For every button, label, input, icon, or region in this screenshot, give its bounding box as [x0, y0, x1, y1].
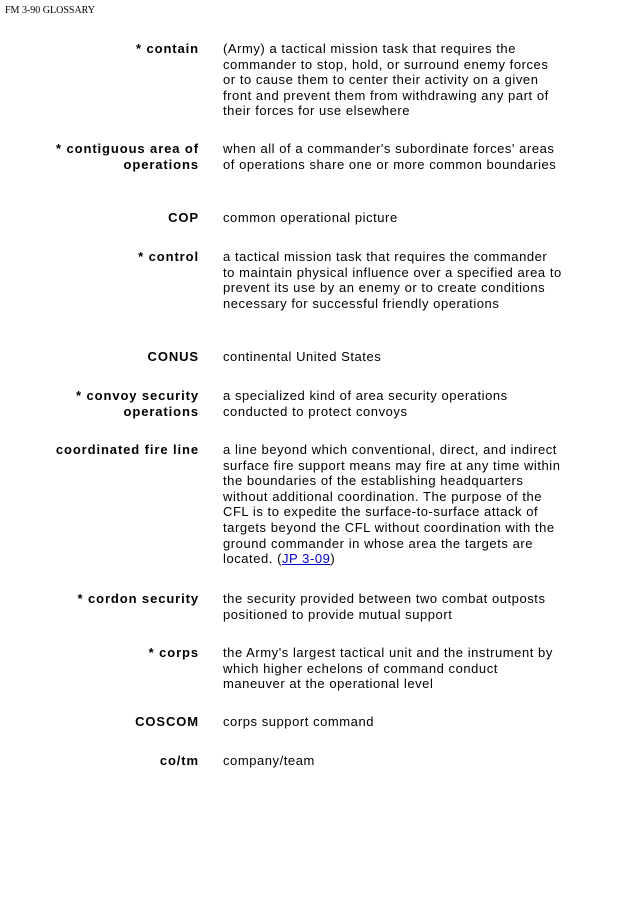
- glossary-term: [0, 645, 199, 661]
- glossary-term: [0, 349, 199, 365]
- glossary-definition: continental United States: [223, 349, 382, 364]
- glossary-term: [0, 141, 199, 172]
- term-line: COSCOM: [135, 714, 199, 729]
- glossary-term: [0, 442, 199, 458]
- glossary-term: [0, 591, 199, 607]
- glossary-term: [0, 753, 199, 769]
- reference-link-jp-3-09[interactable]: JP 3-09: [281, 551, 331, 567]
- term-line: * contiguous area of: [56, 141, 199, 156]
- glossary-definition: the security provided between two combat outposts positioned to provide mutual support: [223, 591, 546, 622]
- glossary-definition: a tactical mission task that requires the commander to maintain physical influence over a specified area to prevent its use by an enemy or to create conditions necessary for successful friendly operations: [223, 249, 562, 311]
- definition-text-end: ): [330, 551, 336, 567]
- glossary-term: [0, 714, 199, 730]
- term-line: CONUS: [147, 349, 199, 364]
- term-line: * cordon security: [77, 591, 199, 606]
- running-header: FM 3-90 GLOSSARY: [5, 5, 96, 16]
- glossary-definition: company/team: [223, 753, 315, 768]
- glossary-definition: common operational picture: [223, 210, 398, 225]
- definition-text: a line beyond which conventional, direct, and indirect surface fire support means may fire at any time within the boundaries of the establishing headquarters without additional coordination. The purpose of the CFL is to expedite the surface-to-surface attack of targets beyond the CFL without coordination with the ground commander in whose area the targets are located. (: [223, 442, 561, 567]
- term-line: operations: [123, 403, 199, 419]
- term-line: * contain: [136, 41, 199, 56]
- glossary-term: [0, 388, 199, 419]
- glossary-term: [0, 210, 199, 226]
- glossary-term: [0, 249, 199, 265]
- term-line: coordinated fire line: [55, 442, 199, 457]
- glossary-definition: [223, 442, 563, 567]
- glossary-definition: the Army's largest tactical unit and the instrument by which higher echelons of command conduct maneuver at the operational level: [223, 645, 553, 692]
- glossary-term: [0, 41, 199, 57]
- glossary-definition: corps support command: [223, 714, 375, 729]
- term-line: * control: [138, 249, 199, 264]
- term-line: * convoy security: [76, 388, 199, 403]
- glossary-definition: when all of a commander's subordinate forces' areas of operations share one or more common boundaries: [223, 141, 557, 172]
- term-line: operations: [123, 156, 199, 172]
- term-line: co/tm: [159, 753, 199, 768]
- glossary-definition: a specialized kind of area security operations conducted to protect convoys: [223, 388, 508, 419]
- term-line: * corps: [148, 645, 199, 660]
- term-line: COP: [168, 210, 199, 225]
- glossary-definition: (Army) a tactical mission task that requires the commander to stop, hold, or surround enemy forces or to cause them to center their activity on a given front and prevent them from withdrawing any part of their forces for use elsewhere: [223, 41, 549, 119]
